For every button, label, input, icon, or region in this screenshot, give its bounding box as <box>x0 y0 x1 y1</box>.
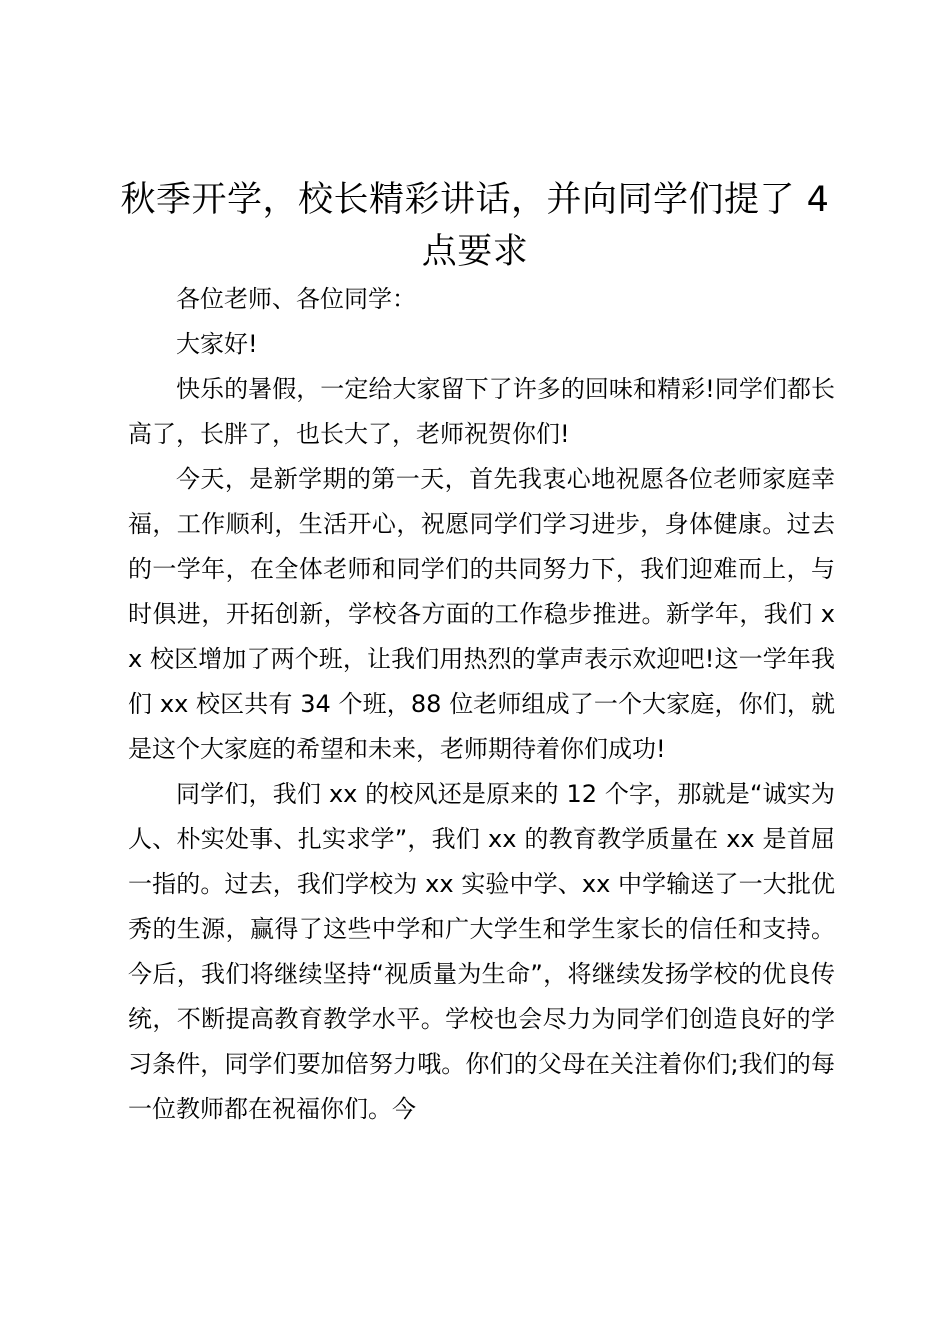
paragraph: 快乐的暑假，一定给大家留下了许多的回味和精彩!同学们都长高了，长胖了，也长大了，老师祝贺你们! <box>128 375 835 448</box>
paragraph: 同学们，我们 xx 的校风还是原来的 12 个字，那就是“诚实为人、朴实处事、扎实求学”，我们 xx 的教育教学质量在 xx 是首屈一指的。过去，我们学校为 xx 实验中学、xx 中学输送了一大批优秀的生源，赢得了这些中学和广大学生和学生家长的信任和支持。今后，我们将继续坚持“视质量为生命”，将继续发扬学校的优良传统，不断提高教育教学水平。学校也会尽力为同学们创造良好的学习条件，同学们要加倍努力哦。你们的父母在关注着你们;我们的每一位教师都在祝福你们。今 <box>128 780 835 1123</box>
salutation: 各位老师、各位同学： <box>176 285 416 313</box>
paragraph: 今天，是新学期的第一天，首先我衷心地祝愿各位老师家庭幸福，工作顺利，生活开心，祝愿同学们学习进步，身体健康。过去的一学年，在全体老师和同学们的共同努力下，我们迎难而上，与时俱进，开拓创新，学校各方面的工作稳步推进。新学年，我们 xx 校区增加了两个班，让我们用热烈的掌声表示欢迎吧!这一学年我们 xx 校区共有 34 个班，88 位老师组成了一个大家庭，你们，就是这个大家庭的希望和未来，老师期待着你们成功! <box>128 465 835 763</box>
document-title: 秋季开学，校长精彩讲话，并向同学们提了 4 点要求 <box>120 180 830 272</box>
document-body <box>128 277 835 1132</box>
greeting: 大家好! <box>176 330 258 358</box>
